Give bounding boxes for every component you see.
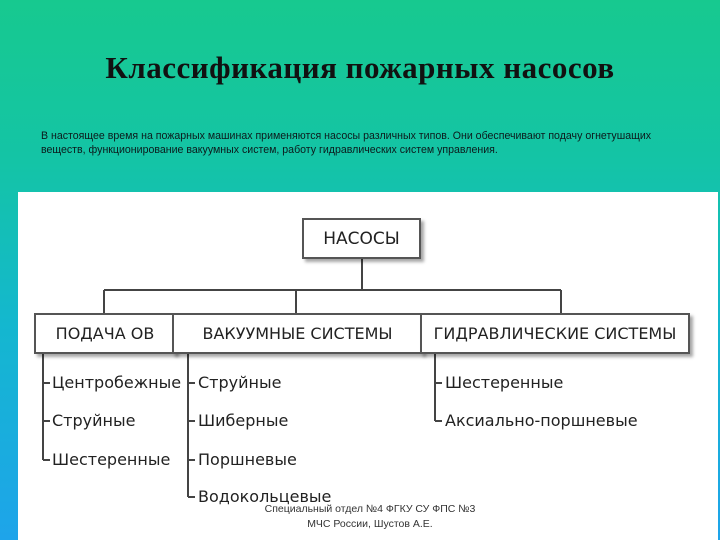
category-box-vacuum-systems — [172, 313, 423, 354]
list-item: Шестеренные — [445, 373, 564, 392]
list-item: Струйные — [198, 373, 282, 392]
pump-classification-diagram — [18, 192, 718, 540]
footer-line-1: Специальный отдел №4 ФГКУ СУ ФПС №3 — [264, 503, 476, 515]
list-item: Поршневые — [198, 450, 297, 469]
slide-title: Классификация пожарных насосов — [105, 50, 615, 85]
list-item: Струйные — [52, 411, 136, 430]
footer-credit — [220, 502, 520, 532]
category-box-hydraulic-systems — [420, 313, 690, 354]
list-item: Центробежные — [52, 373, 182, 392]
list-item: Водокольцевые — [198, 487, 332, 506]
intro-paragraph: В настоящее время на пожарных машинах применяются насосы различных типов. Они обеспечивают подачу огнетушащих веществ, функционирование вакуумных систем, работу гидравлических систем управления. — [41, 130, 652, 156]
category-box-agent-supply — [34, 313, 176, 354]
category-label: ГИДРАВЛИЧЕСКИЕ СИСТЕМЫ — [433, 324, 677, 343]
root-label: НАСОСЫ — [323, 228, 400, 249]
list-item: Шиберные — [198, 411, 289, 430]
category-label: ВАКУУМНЫЕ СИСТЕМЫ — [202, 324, 393, 343]
category-label: ПОДАЧА ОВ — [55, 324, 155, 343]
root-box-pumps — [302, 218, 421, 259]
footer-line-2: МЧС России, Шустов А.Е. — [307, 518, 433, 530]
list-item: Шестеренные — [52, 450, 171, 469]
list-item: Аксиально-поршневые — [445, 411, 638, 430]
